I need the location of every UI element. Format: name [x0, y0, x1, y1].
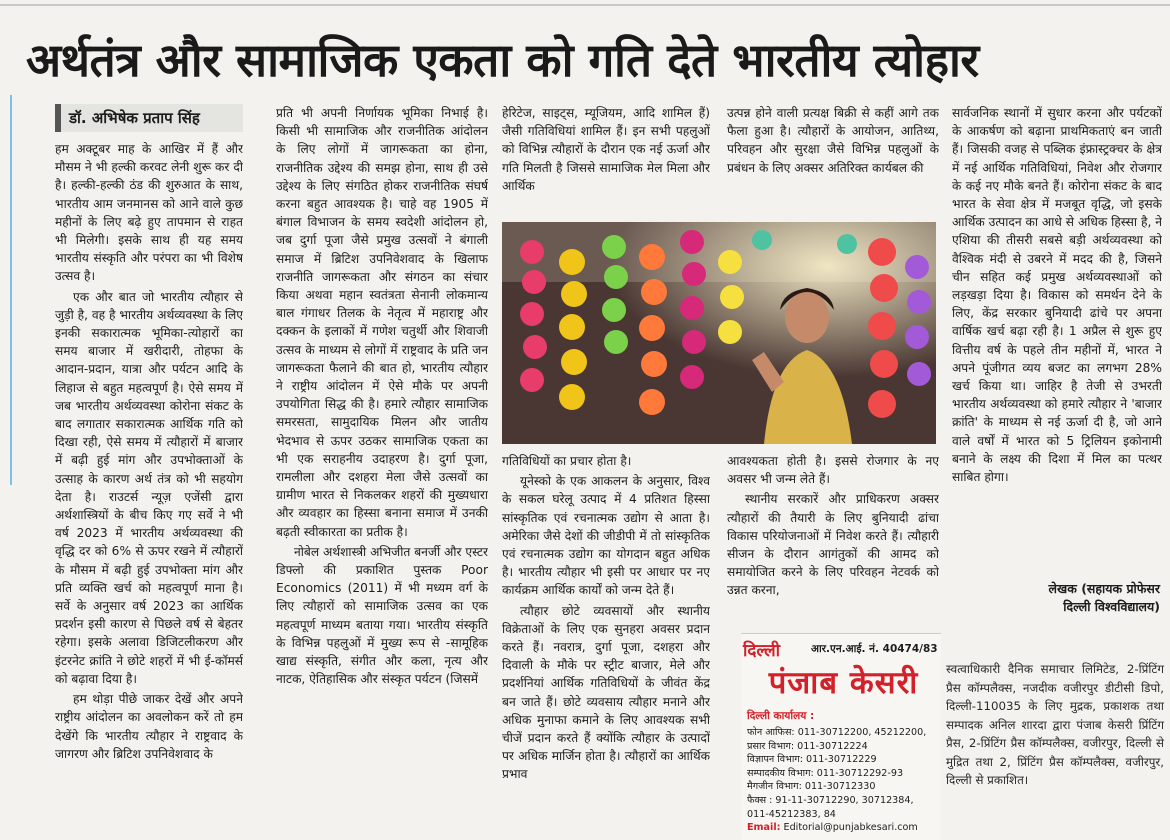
contact-lines	[747, 726, 943, 835]
email-label: Email:	[747, 822, 781, 834]
paragraph: स्थानीय सरकारें और प्राधिकरण अक्सर त्यौहारों की तैयारी के लिए बुनियादी ढांचा विकास परियोजनाओं में निवेश करते हैं। त्यौहारी सीजन के दौरान आगंतुकों की आमद को समायोजित करने के लिए परिवहन नेटवर्क को उन्नत करना,	[727, 492, 939, 598]
article-column-3-top	[502, 104, 710, 220]
contact-line: विज्ञापन विभाग: 011-30712229	[747, 754, 877, 766]
punjab-kesari-logo: पंजाब केसरी	[768, 665, 919, 701]
article-headline: अर्थतंत्र और सामाजिक एकता को गति देते भारतीय त्योहार	[26, 33, 979, 87]
author-signature	[960, 580, 1160, 616]
contact-line: 011-45212383, 84	[747, 808, 836, 820]
contact-line: फोन आफिस: 011-30712200, 45212200,	[747, 727, 927, 738]
article-column-1	[55, 140, 243, 840]
article-column-2	[276, 104, 488, 840]
masthead-box	[741, 633, 941, 840]
paragraph: हेरिटेज, साइट्स, म्यूजियम, आदि शामिल हैं) जैसी गतिविधियां शामिल हैं। इन सभी पहलुओं को विभिन्न त्यौहारों के दौरान एक नई ऊर्जा और गति मिलती है जिससे सामाजिक मेल मिला और आर्थिक	[502, 106, 710, 193]
article-column-3-bottom	[502, 452, 710, 840]
paragraph: हम अक्टूबर माह के आखिर में हैं और मौसम ने भी हल्की करवट लेनी शुरू कर दी है। हल्की-हल्की ठंड की शुरुआत के साथ, भारतीय आम जनमानस को आने वाले कुछ महीनों के लिए बढ़े हुए तापमान से राहत भी मिलेगी। इसके साथ ही यह समय भारतीय संस्कृति और परंपरा का भी विशेष उत्सव है।	[55, 142, 243, 284]
paragraph: त्यौहार छोटे व्यवसायों और स्थानीय विक्रेताओं के लिए एक सुनहरा अवसर प्रदान करते हैं। नवरात्र, दुर्गा पूजा, दशहरा और दिवाली के मौके पर स्ट्रीट बाजार, मेले और प्रदर्शनियां आर्थिक गतिविधियों के जीवंत केंद्र बन जाते हैं। छोटे व्यवसाय त्यौहार मनाने और अधिक मुनाफा कमाने के लिए आवश्यक सभी चीजें प्रदान करते हैं क्योंकि त्यौहार के उत्पादों पर अधिक मार्जिन होता है। त्यौहारों का आर्थिक प्रभाव	[502, 603, 710, 782]
paragraph: हम थोड़ा पीछे जाकर देखें और अपने राष्ट्रीय आंदोलन का अवलोकन करें तो हम देखेंगे कि भारतीय त्यौहार ने राष्ट्रवाद के जागरण और ब्रिटिश उपनिवेशवाद के	[55, 692, 243, 761]
signature-line-1: लेखक (सहायक प्रोफेसर	[1048, 581, 1160, 596]
article-column-4-bottom	[727, 452, 939, 628]
email-address[interactable]: Editorial@punjabkesari.com	[783, 822, 918, 834]
paragraph: नोबेल अर्थशास्त्री अभिजीत बनर्जी और एस्टर डिफ्लो की प्रकाशित पुस्तक Poor Economics (2011) में भी मध्यम वर्ग के लिए त्यौहारों को सामाजिक उत्सव का एक महत्वपूर्ण माध्यम बताया गया। भारतीय संस्कृति के विभिन्न पहलुओं में मुख्य रूप से -सामूहिक खाद्य संस्कृति, संगीत और कला, नृत्य और नाटक, ऐतिहासिक और संस्कृत पर्यटन (जिसमें	[276, 544, 488, 687]
article-column-5	[952, 104, 1162, 624]
festival-market-photo	[502, 222, 936, 444]
signature-line-2: दिल्ली विश्वविद्यालय)	[1063, 599, 1160, 614]
email-line	[747, 821, 943, 835]
contact-line: सम्पादकीय विभाग: 011-30712292-93	[747, 767, 904, 779]
top-rule	[0, 4, 1170, 6]
paragraph: प्रति भी अपनी निर्णायक भूमिका निभाई है। किसी भी सामाजिक और राजनीतिक आंदोलन के लिए लोगों में जागरूकता का होना, राजनीतिक उद्देश्य की समझ होना, साथ ही उसे उद्देश्य के लिए संगठित होकर राजनीतिक संघर्ष करना बहुत आवश्यक है। चाहे वह 1905 में बंगाल विभाजन के समय स्वदेशी आंदोलन हो, जब दुर्गा पूजा जैसे प्रमुख उत्सवों ने बंगाली समाज में ब्रिटिश उपनिवेशवाद के खिलाफ राजनीति जागरूकता और संगठन का संचार किया अथवा महान स्वतंत्रता सेनानी लोकमान्य बाल गंगाधर तिलक के नेतृत्व में महाराष्ट्र और दक्कन के इलाकों में गणेश चतुर्थी और शिवाजी उत्सव के माध्यम से लोगों में राष्ट्रवाद के प्रति जन जागरूकता फैलाने की बात हो, भारतीय त्यौहार ने राष्ट्रीय आंदोलन में ऐसे मौके पर अपनी उपयोगिता सिद्ध की है। हमारे त्यौहार सामाजिक समरसता, सामुदायिक मिलन और जातीय भेदभाव से ऊपर उठकर सामाजिक एकता का भी एक सराहनीय उदाहरण है। दुर्गा पूजा, रामलीला और दशहरा मेला जैसे उत्सवों का ग्रामीण भारत से निकलकर शहरों की मुख्यधारा और व्यवहार का हिस्सा बनाना समाज में उनकी बढ़ती स्वीकारता का प्रतीक है।	[276, 106, 488, 539]
author-byline: डॉ. अभिषेक प्रताप सिंह	[55, 104, 243, 132]
paragraph: सार्वजनिक स्थानों में सुधार करना और पर्यटकों के आकर्षण को बढ़ाना प्राथमिकताएं बन जाती हैं। जिसकी वजह से पब्लिक इंफ्रास्ट्रक्चर के क्षेत्र में नई आर्थिक गतिविधियां, निवेश और रोजगार के कई नए मौके बनते हैं। कोरोना संकट के बाद भारत के सेवा क्षेत्र में मजबूत वृद्धि, जो इसके आर्थिक उत्पादन का आधे से अधिक हिस्सा है, ने एशिया की तीसरी सबसे बड़ी अर्थव्यवस्था को वैश्विक मंदी से उबरने में मदद की है, जिसने चीन सहित कई प्रमुख अर्थव्यवस्थाओं को लड़खड़ा दिया है। विकास को समर्थन देने के लिए, केंद्र सरकार बुनियादी ढांचे पर अपना वार्षिक खर्च बढ़ा रही है। 1 अप्रैल से शुरू हुए वित्तीय वर्ष के पहले तीन महीनों में, भारत ने अपने पूंजीगत व्यय बजट का लगभग 28% खर्च किया था। जाहिर है तेजी से उभरती भारतीय अर्थव्यवस्था को हमारे त्यौहार ने 'बाजार क्रांति' के माध्यम से नई ऊर्जा दी है, जो आने वाले वर्षों में भारत को 5 ट्रिलियन इकोनामी बनाने के लक्ष्य की दिशा में मिल का पत्थर साबित होगा।	[952, 106, 1162, 485]
photo-illustration	[502, 222, 936, 444]
masthead-registration: आर.एन.आई. नं. 40474/83	[811, 643, 938, 655]
paragraph: आवश्यकता होती है। इससे रोजगार के नए अवसर भी जन्म लेते हैं।	[727, 454, 939, 487]
article-column-4-top	[727, 104, 939, 220]
paragraph: यूनेस्को के एक आकलन के अनुसार, विश्व के सकल घरेलू उत्पाद में 4 प्रतिशत हिस्सा सांस्कृतिक एवं रचनात्मक उद्योग से आता है। अमेरिका जैसे देशों की जीडीपी में तो सांस्कृतिक एवं रचनात्मक उद्योग का योगदान बहुत अधिक है। भारतीय त्यौहार भी इसी पर आधार पर नए कार्यक्रम आर्थिक कार्यों को जन्म देते हैं।	[502, 474, 710, 598]
paragraph: गतिविधियों का प्रचार होता है।	[502, 454, 632, 468]
office-label: दिल्ली कार्यालय :	[747, 710, 815, 722]
paragraph: एक और बात जो भारतीय त्यौहार से जुड़ी है, वह है भारतीय अर्थव्यवस्था के लिए इनकी सकारात्मक भूमिका-त्योहारों का समय बाजार में खरीदारी, तोहफा के आदान-प्रदान, यात्रा और पर्यटन आदि के लिहाज से बहुत महत्वपूर्ण है। ऐसे समय में जब भारतीय अर्थव्यवस्था कोरोना संकट के बाद लगातार सकारात्मक आर्थिक गति को दिखा रही, ऐसे समय में त्यौहारों में बाजार में बढ़ी हुई मांग और उपभोक्ताओं के उत्साह के कारण अर्थ तंत्र को भी सहयोग देता है। राउटर्स न्यूज़ एजेंसी द्वारा अर्थशास्त्रियों के बीच किए गए सर्वे ने भी वर्ष 2023 में भारतीय अर्थव्यवस्था की वृद्धि दर को 6% से ऊपर रखने में त्यौहारों के मौसम में बढ़ी हुई उपभोक्ता मांग और प्रति व्यक्ति खर्च को महत्वपूर्ण माना है। सर्वे के अनुसार वर्ष 2023 का आर्थिक प्रदर्शन इसी कारण से पिछले वर्ष से बेहतर रहेगा। इसके अलावा डिजिटलीकरण और इंटरनेट क्रांति ने छोटे शहरों में भी ई-कॉमर्स को बढ़ावा दिया है।	[55, 289, 243, 686]
printer-imprint: स्वत्वाधिकारी दैनिक समाचार लिमिटेड, 2-प्रिंटिंग प्रैस कॉम्पलैक्स, नजदीक वजीरपुर डीटीसी डिपो, दिल्ली-110035 के लिए मुद्रक, प्रकाशक तथा सम्पादक अनिल शारदा द्वारा पंजाब केसरी प्रिंटिंग प्रैस, 2-प्रिंटिंग प्रैस कॉम्पलैक्स, वजीरपुर, दिल्ली से मुद्रित तथा 2, प्रिंटिंग प्रैस कॉम्पलैक्स, वजीरपुर, दिल्ली से प्रकाशित।	[946, 662, 1164, 787]
contact-line: प्रसार विभाग: 011-30712224	[747, 740, 868, 752]
masthead-city: दिल्ली	[743, 641, 781, 661]
left-frame-border	[0, 95, 12, 485]
paragraph: उत्पन्न होने वाली प्रत्यक्ष बिक्री से कहीं आगे तक फैला हुआ है। त्यौहारों के आयोजन, आतिथ्य, परिवहन और सुरक्षा जैसे विभिन्न पहलुओं के प्रबंधन के लिए अक्सर अतिरिक्त कार्यबल की	[727, 106, 939, 175]
contact-line: फैक्स : 91-11-30712290, 30712384,	[747, 794, 914, 806]
contact-line: मैगजीन विभाग: 011-30712330	[747, 781, 876, 793]
